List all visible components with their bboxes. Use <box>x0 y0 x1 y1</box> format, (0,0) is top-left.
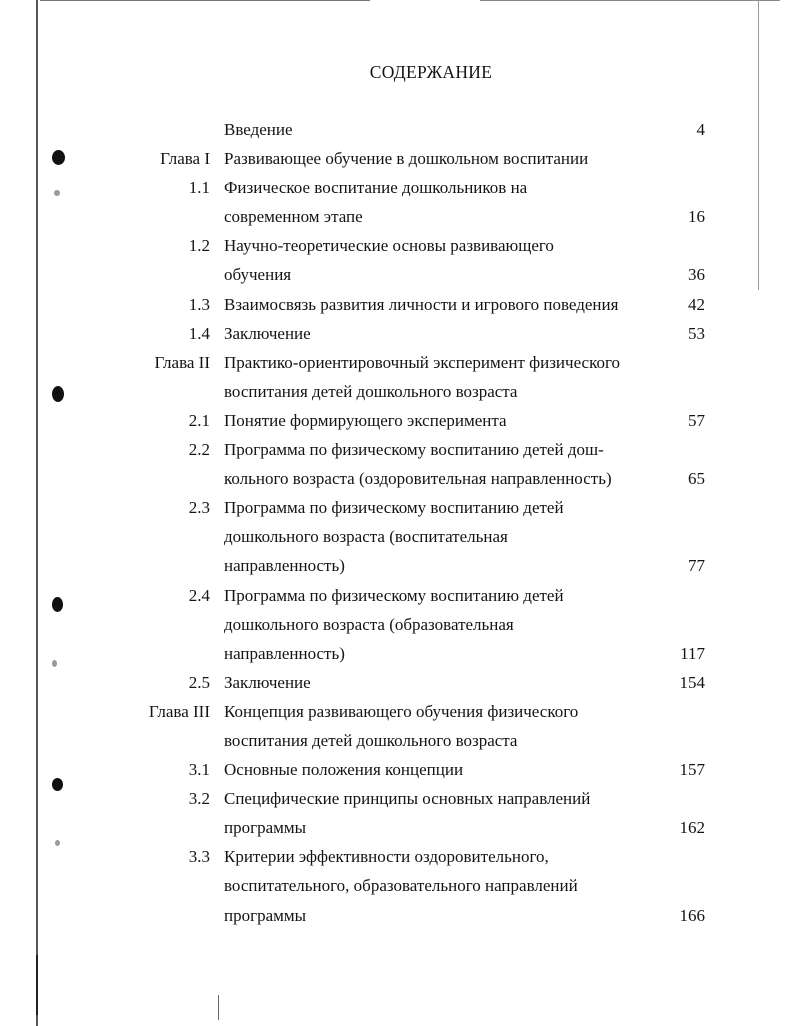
toc-page-number: 42 <box>688 294 705 314</box>
toc-entry-text: воспитательного, образовательного направлений <box>224 876 578 896</box>
toc-line <box>0 495 795 524</box>
scan-edge-line-top <box>40 0 370 1</box>
toc-line <box>0 262 795 291</box>
toc-line <box>0 786 795 815</box>
toc-page-number: 16 <box>688 207 705 227</box>
toc-entry <box>0 233 795 291</box>
toc-section-number: 2.2 <box>188 440 210 460</box>
toc-entry-text: Программа по физическому воспитанию детей <box>224 585 564 605</box>
toc-entry-text: Научно-теоретические основы развивающего <box>224 236 554 256</box>
toc-entry <box>0 757 795 786</box>
toc-line <box>0 583 795 612</box>
toc-line <box>0 873 795 902</box>
toc-entry <box>0 117 795 146</box>
toc-entry <box>0 350 795 408</box>
toc-entry-text: Концепция развивающего обучения физического <box>224 701 579 721</box>
toc-entry-text: дошкольного возраста (образовательная <box>224 614 514 634</box>
toc-line <box>0 612 795 641</box>
toc-entry <box>0 844 795 931</box>
toc-section-number: 1.4 <box>188 323 210 343</box>
toc-entry-text: Введение <box>224 120 293 139</box>
toc-entry <box>0 321 795 350</box>
toc-entry-text: кольного возраста (оздоровительная направленность) <box>224 469 612 489</box>
toc-page-number: 53 <box>688 323 705 343</box>
toc-line <box>0 466 795 495</box>
toc-entry <box>0 437 795 495</box>
toc-line <box>0 524 795 553</box>
toc-entry-text: направленность) <box>224 643 345 663</box>
toc-line <box>0 379 795 408</box>
toc-section-number: 3.1 <box>188 760 210 780</box>
toc-entry-text: Заключение <box>224 323 311 343</box>
toc-page-number: 4 <box>696 120 705 139</box>
toc-section-number: Глава I <box>160 149 210 169</box>
toc-entry <box>0 495 795 582</box>
scan-stroke-bottom-2 <box>218 995 219 1020</box>
toc-entry-text: Программа по физическому воспитанию детей <box>224 498 564 518</box>
toc-line <box>0 670 795 699</box>
toc-entry-text: Заключение <box>224 672 311 692</box>
toc-entry-text: Основные положения концепции <box>224 760 464 780</box>
toc-entry-text: Программа по физическому воспитанию детей дош- <box>224 440 604 460</box>
toc-line <box>0 903 795 932</box>
toc-line <box>0 437 795 466</box>
toc-line <box>0 117 795 146</box>
toc-section-number: 1.1 <box>188 178 210 198</box>
toc-entry-text: Взаимосвязь развития личности и игрового поведения <box>224 294 619 314</box>
toc-entry-text: воспитания детей дошкольного возраста <box>224 381 518 401</box>
toc-page-number: 36 <box>688 265 705 285</box>
toc-line <box>0 233 795 262</box>
toc-entry-text: воспитания детей дошкольного возраста <box>224 730 518 750</box>
toc-page-number: 162 <box>679 818 705 838</box>
toc-page-number: 166 <box>679 905 705 925</box>
scan-stroke-bottom <box>36 955 38 1015</box>
toc-section-number: 2.1 <box>188 410 210 430</box>
toc-page-number: 154 <box>679 672 705 692</box>
toc-entry <box>0 146 795 175</box>
toc-entry-text: Критерии эффективности оздоровительного, <box>224 847 549 867</box>
toc-entry-text: программы <box>224 905 307 925</box>
toc-line <box>0 146 795 175</box>
toc-section-number: Глава III <box>148 701 210 721</box>
toc-line <box>0 292 795 321</box>
toc-entry-text: направленность) <box>224 556 345 576</box>
toc-entry <box>0 292 795 321</box>
toc-entry <box>0 786 795 844</box>
toc-entry <box>0 583 795 670</box>
toc-line <box>0 408 795 437</box>
toc-section-number: 2.4 <box>188 585 210 605</box>
toc-page-number: 117 <box>680 643 705 663</box>
toc-line <box>0 815 795 844</box>
toc-line <box>0 641 795 670</box>
toc-entry <box>0 699 795 757</box>
toc-line <box>0 321 795 350</box>
toc-line <box>0 844 795 873</box>
toc-page-number: 157 <box>679 760 705 780</box>
toc-section-number: 1.3 <box>188 294 210 314</box>
toc-entry-text: Специфические принципы основных направлений <box>224 789 591 809</box>
toc-entry <box>0 670 795 699</box>
toc-entry-text: программы <box>224 818 307 838</box>
toc-entry-text: Практико-ориентировочный эксперимент физического <box>224 352 621 372</box>
page-title: СОДЕРЖАНИЕ <box>369 62 493 82</box>
scan-edge-line-top-right <box>480 0 780 1</box>
toc-page-number: 65 <box>688 469 705 489</box>
toc-entry <box>0 175 795 233</box>
toc-line <box>0 175 795 204</box>
toc-page-number: 77 <box>688 556 705 576</box>
toc-entry-text: обучения <box>224 265 292 285</box>
toc-line <box>0 757 795 786</box>
toc-entry <box>0 408 795 437</box>
toc-line <box>0 350 795 379</box>
toc-section-number: Глава II <box>154 352 210 372</box>
toc-entry-text: современном этапе <box>224 207 363 227</box>
toc-line <box>0 699 795 728</box>
toc-entry-text: дошкольного возраста (воспитательная <box>224 527 508 547</box>
toc-entry-text: Физическое воспитание дошкольников на <box>224 178 528 198</box>
toc-line <box>0 204 795 233</box>
table-of-contents <box>0 117 795 932</box>
toc-entry-text: Развивающее обучение в дошкольном воспитании <box>224 149 589 169</box>
toc-page-number: 57 <box>688 410 705 430</box>
toc-line <box>0 728 795 757</box>
toc-section-number: 3.3 <box>188 847 210 867</box>
toc-section-number: 1.2 <box>188 236 210 256</box>
toc-line <box>0 553 795 582</box>
toc-section-number: 2.3 <box>188 498 210 518</box>
toc-section-number: 2.5 <box>188 672 210 692</box>
toc-section-number: 3.2 <box>188 789 210 809</box>
toc-entry-text: Понятие формирующего эксперимента <box>224 410 507 430</box>
